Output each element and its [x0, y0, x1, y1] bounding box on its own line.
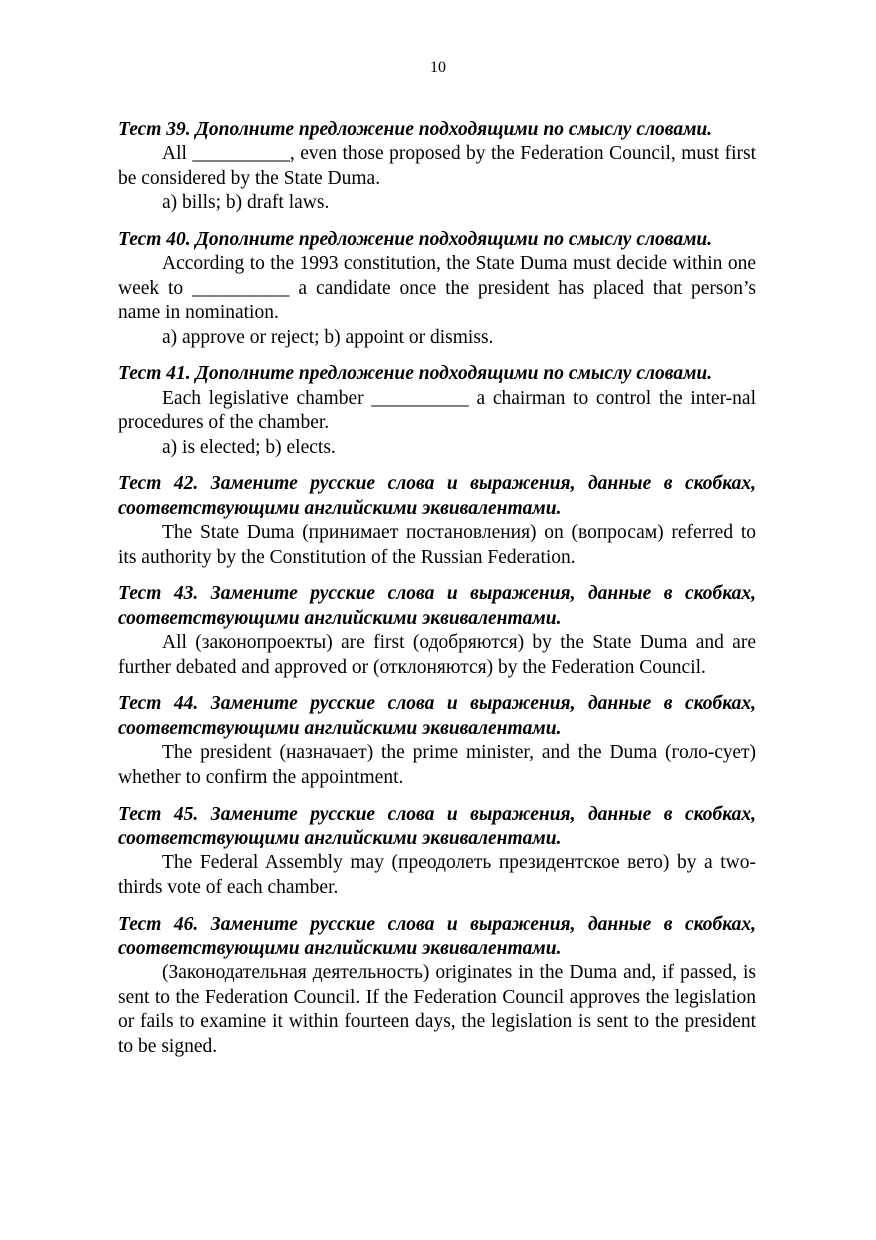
test-title: Тест 45. Замените русские слова и выражения, данные в скобках, соответствующими английскими эквивалентами.	[118, 803, 756, 849]
test-title: Тест 42. Замените русские слова и выражения, данные в скобках, соответствующими английскими эквивалентами.	[118, 473, 756, 519]
test-41	[118, 362, 756, 460]
test-44	[118, 692, 756, 790]
test-title: Тест 44. Замените русские слова и выражения, данные в скобках, соответствующими английскими эквивалентами.	[118, 693, 756, 739]
test-sentence: The State Duma (принимает постановления) on (вопросам) referred to its authority by the Constitution of the Russian Federation.	[118, 522, 756, 568]
test-title: Тест 41. Дополните предложение подходящими по смыслу словами.	[118, 363, 713, 385]
test-sentence: The Federal Assembly may (преодолеть президентское вето) by a two-thirds vote of each chamber.	[118, 852, 756, 898]
test-options: a) is elected; b) elects.	[162, 436, 336, 458]
test-43	[118, 582, 756, 680]
test-46	[118, 913, 756, 1059]
test-title: Тест 43. Замените русские слова и выражения, данные в скобках, соответствующими английскими эквивалентами.	[118, 583, 756, 629]
test-40	[118, 228, 756, 350]
page-content	[118, 118, 756, 1071]
page-number: 10	[430, 59, 446, 76]
test-options: a) bills; b) draft laws.	[162, 192, 330, 214]
test-title: Тест 39. Дополните предложение подходящими по смыслу словами.	[118, 119, 713, 140]
test-sentence: Each legislative chamber __________ a chairman to control the inter-nal procedures of the chamber.	[118, 387, 756, 434]
test-options: a) approve or reject; b) appoint or dismiss.	[162, 326, 494, 348]
test-sentence: According to the 1993 constitution, the State Duma must decide within one week to __________ a candidate once the president has placed that person’s name in nomination.	[118, 253, 756, 324]
test-sentence: All __________, even those proposed by the Federation Council, must first be considered by the State Duma.	[118, 143, 756, 189]
test-title: Тест 40. Дополните предложение подходящими по смыслу словами.	[118, 229, 713, 251]
test-42	[118, 472, 756, 570]
test-title: Тест 46. Замените русские слова и выражения, данные в скобках, соответствующими английскими эквивалентами.	[118, 913, 756, 959]
test-45	[118, 803, 756, 901]
test-sentence: (Законодательная деятельность) originates in the Duma and, if passed, is sent to the Federation Council. If the Federation Council approves the legislation or fails to examine it within fourteen days, the legislation is sent to the president to be signed.	[118, 962, 756, 1057]
test-39	[118, 118, 756, 216]
test-sentence: The president (назначает) the prime minister, and the Duma (голо-сует) whether to confirm the appointment.	[118, 742, 756, 788]
test-sentence: All (законопроекты) are first (одобряются) by the State Duma and are further debated and approved or (отклоняются) by the Federation Council.	[118, 632, 756, 678]
